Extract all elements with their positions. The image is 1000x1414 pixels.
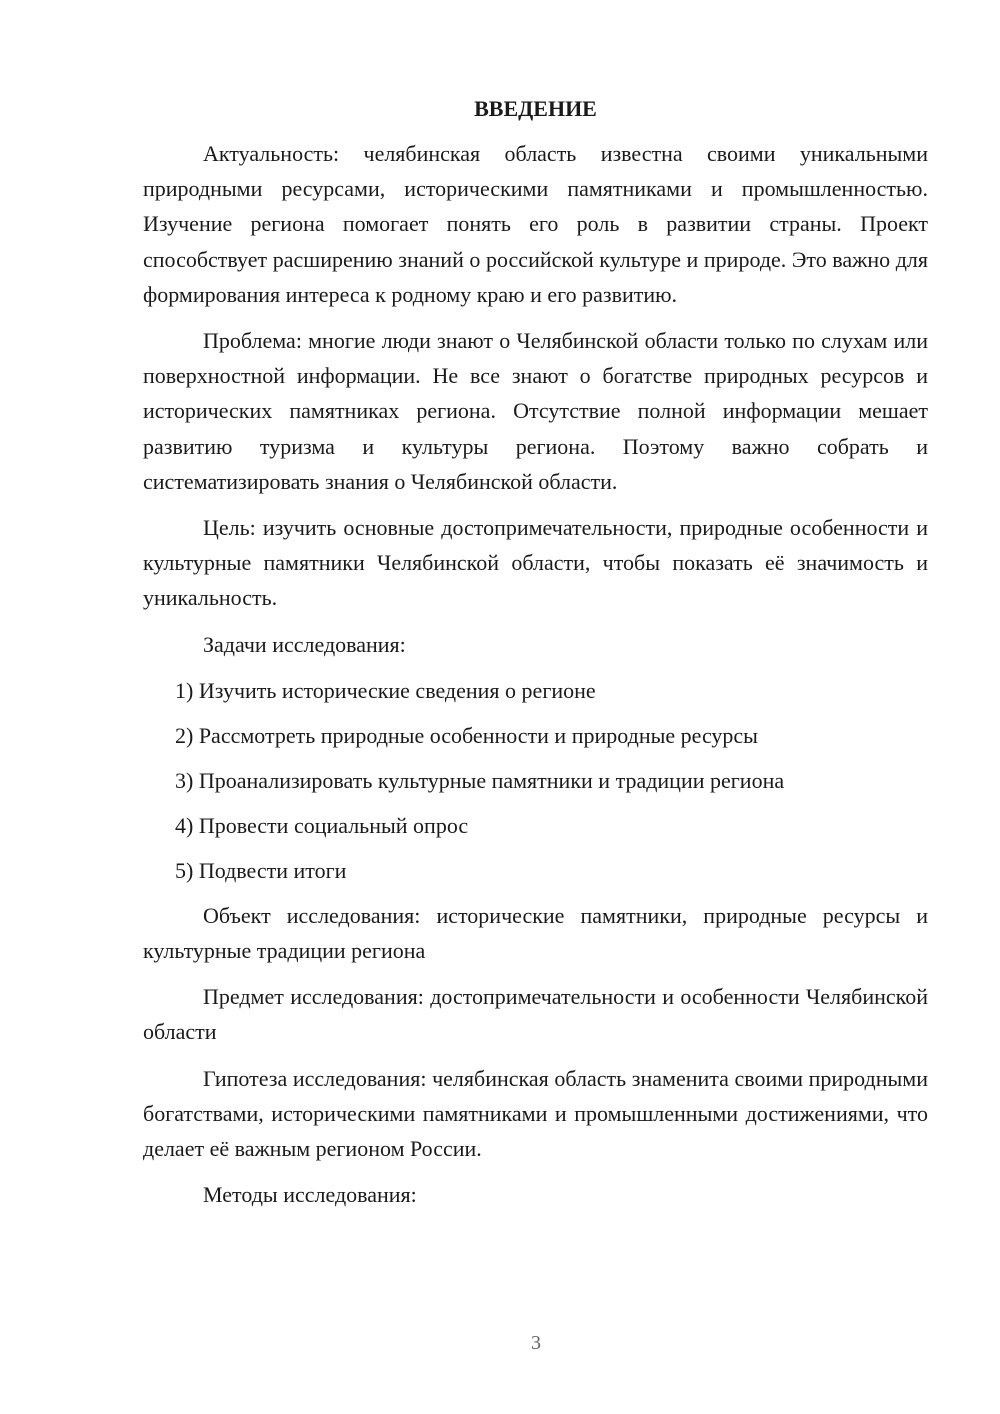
problem-paragraph: Проблема: многие люди знают о Челябинской области только по слухам или поверхностной информации. Не все знают о богатстве природных ресурсов и исторических памятниках региона. Отсутствие полной информации мешает развитию туризма и культуры региона. Поэтому важно собрать и систематизировать знания о Челябинской области. <box>143 328 928 494</box>
task-item-3: 3) Проанализировать культурные памятники и традиции региона <box>175 767 785 793</box>
subject-paragraph: Предмет исследования: достопримечательности и особенности Челябинской области <box>143 984 928 1045</box>
methods-heading: Методы исследования: <box>203 1182 417 1208</box>
goal-paragraph: Цель: изучить основные достопримечательности, природные особенности и культурные памятники Челябинской области, чтобы показать её значимость и уникальность. <box>143 515 928 611</box>
task-item-5: 5) Подвести итоги <box>175 857 347 883</box>
page-title: ВВЕДЕНИЕ <box>474 96 597 121</box>
hypothesis-paragraph: Гипотеза исследования: челябинская область знаменита своими природными богатствами, историческими памятниками и промышленными достижениями, что делает её важным регионом России. <box>143 1065 928 1162</box>
task-item-2: 2) Рассмотреть природные особенности и природные ресурсы <box>175 722 758 748</box>
tasks-heading: Задачи исследования: <box>203 631 406 657</box>
task-item-1: 1) Изучить исторические сведения о регионе <box>175 677 596 703</box>
relevance-paragraph: Актуальность: челябинская область известна своими уникальными природными ресурсами, историческими памятниками и промышленностью. Изучение региона помогает понять его роль в развитии страны. Проект способствует расширению знаний о российской культуре и природе. Это важно для формирования интереса к родному краю и его развитию. <box>143 141 928 307</box>
page-number: 3 <box>531 1332 541 1354</box>
page-content <box>143 94 928 1223</box>
object-paragraph: Объект исследования: исторические памятники, природные ресурсы и культурные традиции региона <box>143 902 928 964</box>
task-item-4: 4) Провести социальный опрос <box>175 812 469 838</box>
tasks-list <box>143 673 928 888</box>
